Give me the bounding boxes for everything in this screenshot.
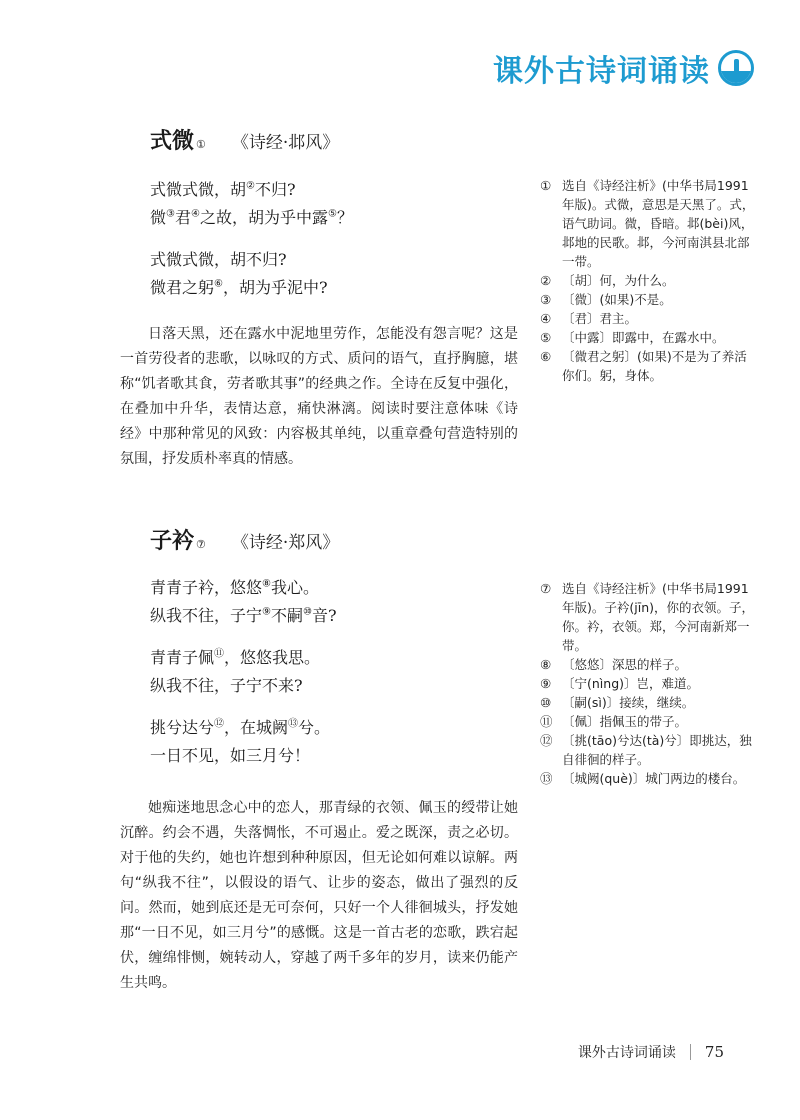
poem-text: 式微式微，胡不归? [150,250,287,269]
footnote-number: ⑬ [540,771,553,786]
poem-text: 之故，胡为乎中露 [199,208,328,227]
poem-line [150,204,510,232]
poem-text: 不嗣 [270,606,303,625]
poem-line [150,742,510,770]
footnote-number: ③ [540,292,552,307]
footnote-mark: ③ [166,208,175,220]
footnote-number: ⑨ [540,676,552,691]
poem-text: 音? [311,606,337,625]
commentary: 日落天黑，还在露水中泥地里劳作，怎能没有怨言呢？这是一首劳役者的悲歌，以咏叹的方式、质问的语气，直抒胸臆，堪称“饥者歌其食，劳者歌其事”的经典之作。全诗在反复中强化，在叠加中升华，表情达意，痛快淋漓。阅读时要注意体味《诗经》中那种常见的风致：内容极其单纯，以重章叠句营造特别的氛围，抒发质朴率真的情感。 [120,326,518,467]
footnote-mark: ⑪ [214,648,225,660]
footnote-item [540,309,758,328]
page-header [493,46,754,90]
footnote-item [540,271,758,290]
footnote-mark: ① [196,138,206,151]
poem-body [150,176,510,316]
footer-label: 课外古诗词诵读 [577,1045,676,1061]
footnote-mark: ④ [191,208,200,220]
footnote-item [540,712,758,731]
poem-line [150,246,510,274]
footnote-item [540,176,758,271]
footnote-item [540,693,758,712]
poem-line [150,644,510,672]
footnote-mark: ⑩ [303,606,312,618]
footer-divider [690,1044,691,1060]
poem-source: 《诗经·邶风》 [231,133,340,153]
poem-name: 子衿 [150,529,195,554]
poem-text: 青青子衿，悠悠 [150,578,263,597]
footnote-text: 〔挑(tāo)兮达(tà)兮〕即挑达，独自徘徊的样子。 [562,733,752,767]
poem-line [150,574,510,602]
poem-line [150,714,510,742]
page-number: 75 [704,1043,724,1061]
footnote-number: ② [540,273,552,288]
footnote-text: 〔君〕君主。 [562,311,638,326]
footnote-number: ④ [540,311,552,326]
poem-line [150,176,510,204]
footnote-item [540,731,758,769]
poem-text: 君 [174,208,191,227]
poem-stanza [150,644,510,700]
poem-text: ，胡为乎泥中? [222,278,328,297]
poem-line [150,274,510,302]
poem-text: 一日不见，如三月兮！ [150,746,311,765]
poem-title-shiwei [150,124,339,155]
footnote-text: 〔微君之躬〕(如果)不是为了养活你们。躬，身体。 [562,349,747,383]
footnote-text: 〔中露〕即露中，在露水中。 [562,330,725,345]
footnote-number: ⑪ [540,714,553,729]
footnote-number: ① [540,178,552,193]
footnote-text: 〔城阙(què)〕城门两边的楼台。 [562,771,746,786]
footnote-mark: ⑨ [262,606,271,618]
poem-text: 式微式微，胡 [150,180,247,199]
section-badge-icon [718,50,754,86]
poem-text: 挑兮达兮 [150,718,215,737]
footnote-text: 〔佩〕指佩玉的带子。 [562,714,688,729]
footnote-text: 选自《诗经注析》(中华书局1991年版)。子衿(jīn)，你的衣领。子，你。衿，衣领。郑，今河南新郑一带。 [562,581,754,653]
poem-stanza [150,714,510,770]
footnotes [540,579,758,788]
poem-text: ，悠悠我思。 [224,648,321,667]
poem-title-zijin [150,524,339,555]
poem-stanza [150,574,510,630]
footnote-item [540,579,758,655]
poem-line [150,672,510,700]
poem-text: 微 [150,208,167,227]
footnote-text: 〔嗣(sì)〕接续，继续。 [562,695,695,710]
footnote-item [540,347,758,385]
poem-text: 我心。 [270,578,319,597]
poem-stanza [150,246,510,302]
footnote-text: 〔胡〕何，为什么。 [562,273,675,288]
poem-text: 微君之躬 [150,278,215,297]
footnote-text: 〔悠悠〕深思的样子。 [562,657,688,672]
footnote-item [540,769,758,788]
footnote-mark: ⑤ [327,208,337,220]
footnote-mark: ⑫ [214,718,225,730]
poem-text: 青青子佩 [150,648,215,667]
footnote-text: 〔微〕(如果)不是。 [562,292,672,307]
footnote-number: ⑦ [540,581,552,596]
poem-text: 兮。 [298,718,331,737]
footnote-mark: ② [246,180,255,192]
footnote-mark: ⑥ [214,278,223,290]
footnote-text: 选自《诗经注析》(中华书局1991年版)。式微，意思是天黑了。式，语气助词。微，昏暗。邶(bèi)风，邶地的民歌。邶，今河南淇县北部一带。 [562,178,755,269]
poem-name: 式微 [150,129,195,154]
footnote-mark: ⑬ [288,718,299,730]
footnote-item [540,290,758,309]
page-footer [578,1042,724,1062]
poem-text: 不归? [254,180,296,199]
footnote-item [540,328,758,347]
poem-text: ，在城阙 [224,718,289,737]
footnote-mark: ⑦ [196,538,206,551]
footnote-number: ⑫ [540,733,553,748]
footnote-text: 〔宁(nìng)〕岂，难道。 [562,676,700,691]
footnote-number: ⑧ [540,657,552,672]
poem-text: ？ [336,208,353,227]
poem-text: 纵我不往，子宁不来? [150,676,303,695]
poem-text: 纵我不往，子宁 [150,606,263,625]
poem-body [150,574,510,784]
footnote-mark: ⑧ [262,578,271,590]
section-title: 课外古诗词诵读 [493,54,710,89]
footnote-number: ⑩ [540,695,552,710]
footnote-item [540,655,758,674]
poem-line [150,602,510,630]
footnote-item [540,674,758,693]
poem-source: 《诗经·郑风》 [231,533,340,553]
poem-stanza [150,176,510,232]
footnotes [540,176,758,385]
footnote-number: ⑤ [540,330,552,345]
footnote-number: ⑥ [540,349,552,364]
commentary: 她痴迷地思念心中的恋人，那青绿的衣领、佩玉的绶带让她沉醉。约会不遇，失落惆怅，不可遏止。爱之既深，责之必切。对于他的失约，她也许想到种种原因，但无论如何难以谅解。两句“纵我不往”，以假设的语气、让步的姿态，做出了强烈的反问。然而，她到底还是无可奈何，只好一个人徘徊城头，抒发她那“一日不见，如三月兮”的感慨。这是一首古老的恋歌，跌宕起伏，缠绵悱恻，婉转动人，穿越了两千多年的岁月，读来仍能产生共鸣。 [120,800,518,991]
